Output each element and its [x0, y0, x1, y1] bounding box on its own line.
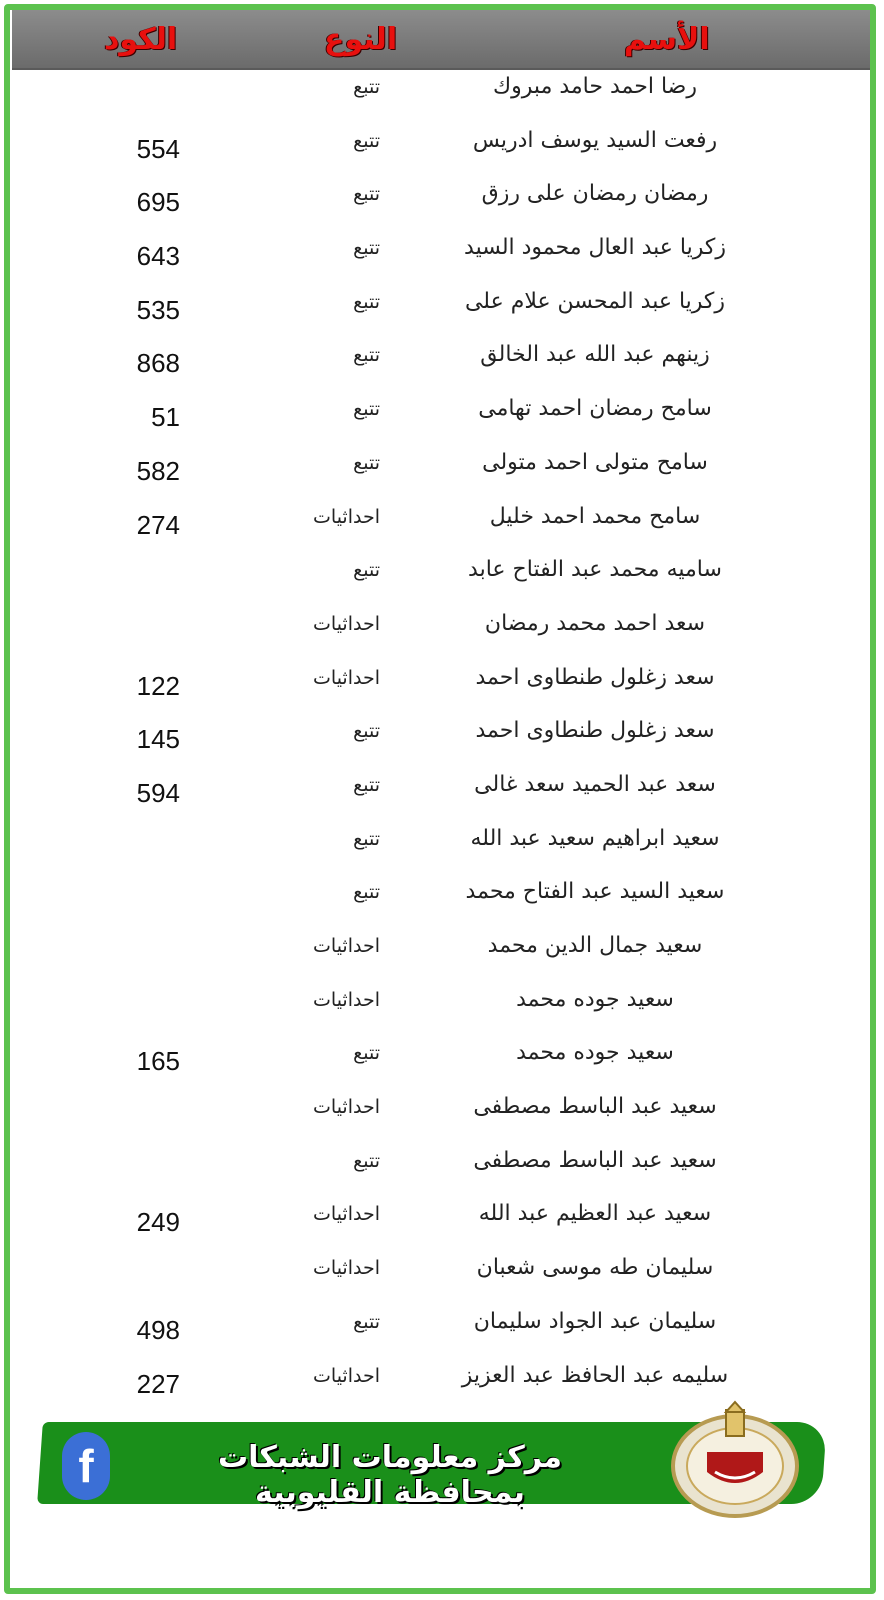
- row-name: سامح محمد احمد خليل: [489, 503, 701, 529]
- header-name: الأسم: [624, 22, 710, 57]
- names-table: [20, 66, 850, 1408]
- row-name: زكريا عبد المحسن علام على: [464, 288, 726, 314]
- table-row: [20, 281, 850, 335]
- row-type: تتبع: [353, 1149, 380, 1172]
- row-type: احداثيات: [313, 1203, 380, 1226]
- table-row: [20, 710, 850, 764]
- table-row: [20, 871, 850, 925]
- row-name: رمضان رمضان على رزق: [481, 181, 709, 207]
- table-row: [20, 1140, 850, 1194]
- row-code: 227: [136, 1368, 180, 1399]
- row-type: احداثيات: [313, 935, 380, 957]
- header-code: الكود: [104, 22, 178, 57]
- row-type: تتبع: [353, 1042, 380, 1065]
- table-row: [20, 603, 850, 657]
- row-name: ساميه محمد عبد الفتاح عابد: [468, 557, 722, 583]
- table-row: [20, 1193, 850, 1247]
- header-type: النوع: [324, 22, 398, 57]
- table-row: [20, 66, 850, 120]
- row-name: سعيد جوده محمد: [516, 986, 674, 1012]
- table-row: [20, 925, 850, 979]
- table-row: [20, 120, 850, 174]
- row-type: تتبع: [353, 559, 380, 582]
- row-code: 274: [136, 509, 180, 540]
- row-name: سعيد ابراهيم سعيد عبد الله: [470, 825, 720, 851]
- row-name: سعيد جمال الدين محمد: [487, 933, 703, 958]
- row-code: 643: [136, 241, 180, 272]
- row-name: سعد احمد محمد رمضان: [484, 610, 706, 636]
- row-name: سامح رمضان احمد تهامى: [478, 396, 712, 422]
- row-type: تتبع: [353, 344, 380, 367]
- row-code: 498: [136, 1314, 180, 1345]
- row-code: 165: [136, 1046, 180, 1077]
- row-code: 695: [136, 187, 180, 218]
- row-name: سليمه عبد الحافظ عبد العزيز: [461, 1362, 729, 1388]
- row-type: تتبع: [353, 827, 380, 850]
- table-row: [20, 388, 850, 442]
- row-code: 582: [136, 455, 180, 486]
- row-name: سعد زغلول طنطاوى احمد: [475, 718, 715, 744]
- row-type: احداثيات: [313, 505, 380, 528]
- row-code: 249: [136, 1207, 180, 1238]
- row-type: تتبع: [353, 398, 380, 421]
- row-code: 145: [136, 724, 180, 755]
- row-name: زينهم عبد الله عبد الخالق: [480, 342, 710, 368]
- row-type: تتبع: [353, 720, 380, 743]
- row-name: رضا احمد حامد مبروك: [493, 74, 697, 99]
- row-type: تتبع: [353, 290, 380, 313]
- row-name: سعيد عبد الباسط مصطفى: [473, 1094, 717, 1120]
- row-type: احداثيات: [313, 988, 380, 1011]
- table-row: [20, 1086, 850, 1140]
- row-name: سعد زغلول طنطاوى احمد: [475, 664, 715, 690]
- row-type: تتبع: [353, 1310, 380, 1333]
- table-row: [20, 334, 850, 388]
- row-code: 122: [136, 670, 180, 701]
- row-type: تتبع: [353, 237, 380, 260]
- row-name: زكريا عبد العال محمود السيد: [464, 235, 726, 261]
- row-type: تتبع: [353, 76, 380, 98]
- row-type: تتبع: [353, 451, 380, 474]
- row-code: 868: [136, 348, 180, 379]
- table-row: [20, 1247, 850, 1301]
- row-type: تتبع: [353, 881, 380, 904]
- table-row: [20, 173, 850, 227]
- row-name: سعد عبد الحميد سعد غالى: [474, 771, 716, 797]
- table-row: [20, 496, 850, 550]
- row-type: احداثيات: [313, 1257, 380, 1280]
- row-type: تتبع: [353, 183, 380, 206]
- table-row: [20, 549, 850, 603]
- table-row: [20, 764, 850, 818]
- table-row: [20, 657, 850, 711]
- row-name: سليمان طه موسى شعبان: [476, 1255, 714, 1281]
- table-row: [20, 1301, 850, 1355]
- row-type: احداثيات: [313, 1096, 380, 1119]
- table-row: [20, 818, 850, 872]
- row-name: سعيد السيد عبد الفتاح محمد: [465, 879, 725, 905]
- row-type: تتبع: [353, 129, 380, 152]
- facebook-icon[interactable]: f: [62, 1432, 110, 1500]
- row-name: سامح متولى احمد متولى: [482, 449, 708, 475]
- row-type: احداثيات: [313, 666, 380, 689]
- row-code: 51: [151, 402, 180, 433]
- row-name: سعيد عبد العظيم عبد الله: [478, 1201, 712, 1227]
- row-type: احداثيات: [313, 1364, 380, 1387]
- row-code: 554: [136, 133, 180, 164]
- table-row: [20, 979, 850, 1033]
- table-row: [20, 442, 850, 496]
- row-name: رفعت السيد يوسف ادريس: [472, 127, 718, 153]
- row-code: 594: [136, 777, 180, 808]
- governorate-emblem-icon: [660, 1400, 810, 1520]
- row-type: تتبع: [353, 773, 380, 796]
- footer-title: مركز معلومات الشبكات بمحافظة القليوبية: [218, 1440, 562, 1510]
- row-name: سليمان عبد الجواد سليمان: [473, 1308, 717, 1334]
- table-row: [20, 227, 850, 281]
- row-name: سعيد عبد الباسط مصطفى: [473, 1147, 717, 1173]
- row-code: 535: [136, 294, 180, 325]
- table-header: [12, 10, 870, 70]
- row-name: سعيد جوده محمد: [516, 1040, 674, 1066]
- table-row: [20, 1032, 850, 1086]
- row-type: احداثيات: [313, 612, 380, 635]
